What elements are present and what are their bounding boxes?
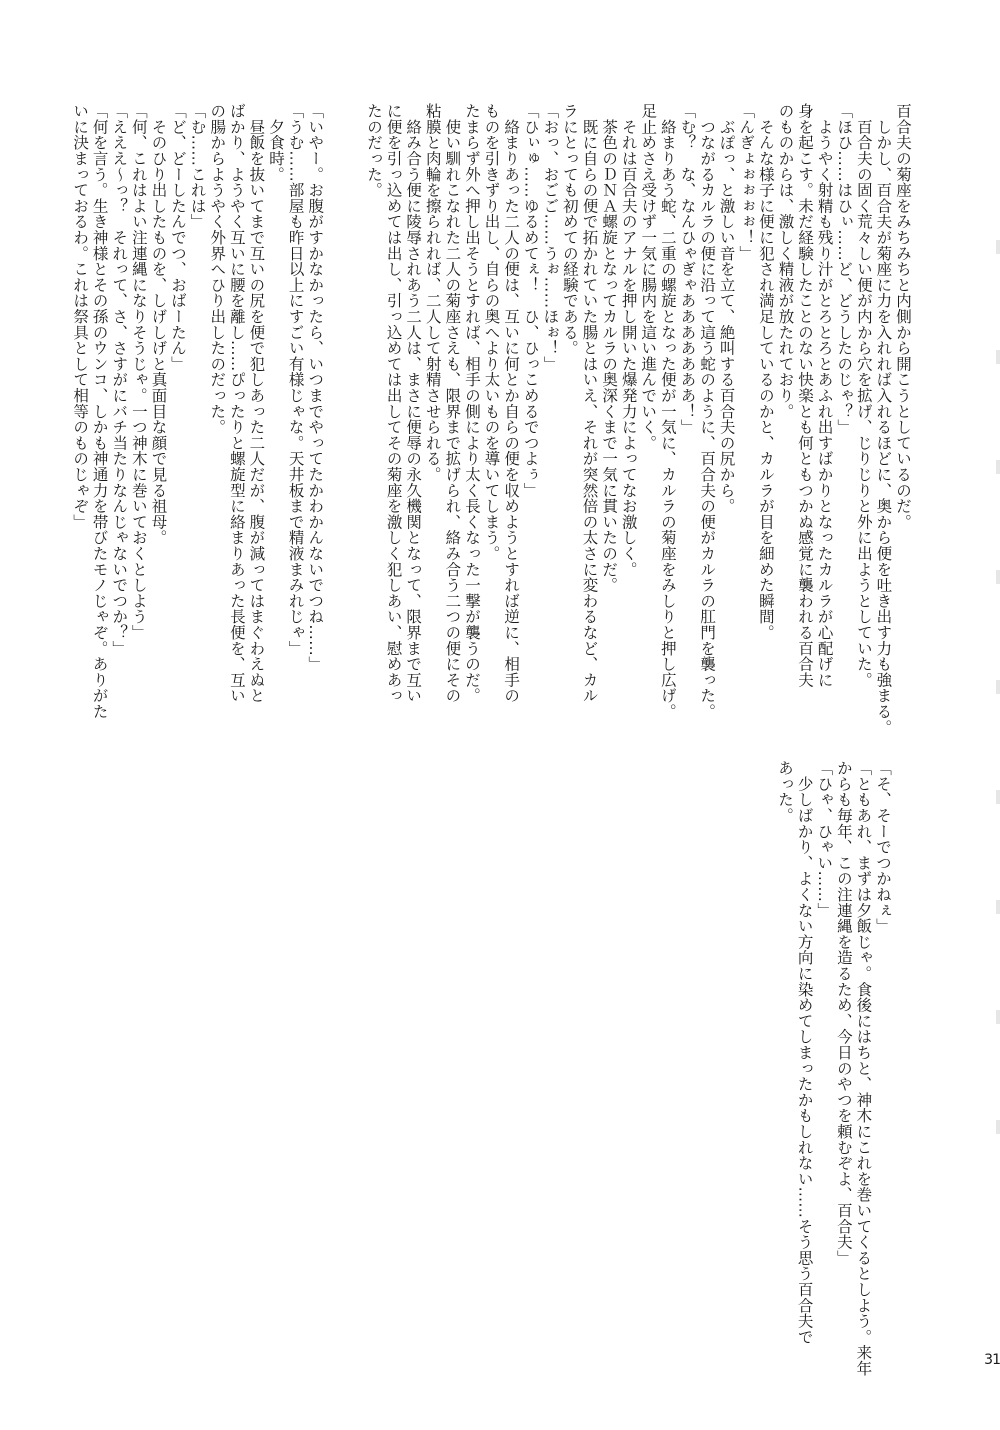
text-line: 「そ、そーでつかねぇ」 [874, 760, 892, 934]
page-number: 31 [984, 1352, 1000, 1368]
text-line: ばかり、ようやく互いに腰を離し……ぴったりと螺旋型に絡まりあった長便を、互い [227, 103, 246, 704]
text-line: そのひり出したものを、しげしげと真面目な顔で見る祖母。 [149, 103, 168, 546]
main-text-block [69, 103, 912, 743]
text-line: 「何を言う。生き神様とその孫のウンコ、しかも神通力を帯びたモノじゃぞ。ありがた [90, 103, 109, 720]
text-line: 既に自らの便で拓かれていた腸とはいえ、それが突然倍の太さに変わるなど、カル [580, 103, 599, 704]
text-line: ものを引きずり出し、自らの奥へより太いものを導いてしまう。 [482, 103, 501, 562]
text-line: 「ひぃゅ……ゆるめてぇ！ ひ、ひっこめるでつよぅ」 [521, 103, 540, 498]
text-line: 昼飯を抜いてまで互いの尻を便で犯しあった二人だが、腹が減ってはまぐわえぬと [247, 103, 266, 704]
text-line: 使い馴れこなれた二人の菊座さえも、限界まで拡げられ、絡み合う二つの便にその [443, 103, 462, 704]
text-line: からも毎年、この注連縄を造るため、今日のやつを頼むぞよ、百合夫」 [834, 760, 853, 1266]
text-line: いに決まっておるわ。これは祭具として相等のものじゃぞ」 [71, 103, 90, 530]
text-line: 少しばかり、よくない方向に染めてしまったかもしれない……そう思う百合夫で [795, 760, 814, 1345]
closing-text-block [774, 760, 892, 1410]
text-line: 絡まりあう蛇、二重の螺旋となった便が一気に、カルラの菊座をみしりと押し広げ。 [658, 103, 677, 720]
text-line: 身を起こす。未だ経験したことのない快楽とも何ともつかぬ感覚に襲われる百合夫 [796, 103, 815, 688]
text-line: 「うむ……部屋も昨日以上にすごい有様じゃな。天井板まで精液まみれじゃ」 [286, 103, 305, 656]
text-line: の腸からようやく外界へひり出したのだった。 [208, 103, 227, 435]
text-line: 「ともあれ、まずは夕飯じゃ。食後にはちと、神木にこれを巻いてくるとしよう。来年 [854, 760, 873, 1377]
text-line: 夕食時。 [267, 103, 285, 182]
text-line: ラにとっても初めての経験である。 [560, 103, 579, 356]
text-line: 「ほひ……はひぃ……ど、どうしたのじゃ？」 [835, 103, 854, 435]
text-line [344, 103, 364, 743]
text-line: 「いやー。お腹がすかなかったら、いつまでやってたかわかんないでつね……」 [306, 103, 325, 672]
text-line: 「ど、どーしたんでつ、おばーたん」 [169, 103, 188, 372]
text-line: 「んぎょぉぉぉぉ！」 [737, 103, 756, 261]
text-line: 「おっ、おごご……うぉ……ほぉ！」 [541, 103, 560, 372]
text-line: 絡まりあった二人の便は、互いに何とか自らの便を収めようとすれば逆に、相手の [502, 103, 521, 704]
text-line: 粘膜と肉輪を擦られれば、二人して射精させられる。 [423, 103, 442, 483]
scan-edge-marks [994, 0, 1000, 1430]
text-line: 「む？ な、なんひゃぎゃあああああああ！」 [678, 103, 697, 435]
text-line: ようやく射精も残り汁がとろとろとあふれ出すばかりとなったカルラが心配げに [815, 103, 834, 688]
text-line: 「何、これはよい注連縄になりそうじゃ。一つ神木に巻いておくとしよう」 [129, 103, 148, 641]
text-line: 「む……これは」 [188, 103, 207, 230]
text-line: そんな様子に便に犯され満足しているのかと、カルラが目を細めた瞬間。 [756, 103, 775, 641]
text-line: 「ひゃ、ひゃい……」 [815, 760, 834, 918]
text-line: 足止めさえ受けず一気に腸内を這い進んでいく。 [639, 103, 658, 451]
text-line: 茶色のＤＮＡ螺旋となってカルラの奥深くまで一気に貫いたのだ。 [600, 103, 619, 593]
text-line: に便を引っ込めては出し、引っ込めては出してその菊座を激しく犯しあい、慰めあっ [384, 103, 403, 704]
text-line: つながるカルラの便に沿って這う蛇のように、百合夫の便がカルラの肛門を襲った。 [698, 103, 717, 720]
text-line [324, 103, 344, 743]
text-line: あった。 [776, 760, 795, 824]
text-line: のものからは、激しく精液が放たれており。 [776, 103, 795, 419]
text-line: 「えええ～っ？ それって、さ、さすがにバチ当たりなんじゃないでつか？」 [110, 103, 129, 656]
text-line: それは百合夫のアナルを押し開いた爆発力によってなお激しく。 [619, 103, 638, 577]
text-line: 百合夫の菊座をみちみちと内側から開こうとしているのだ。 [894, 103, 912, 530]
text-line: しかし、百合夫が菊座に力を入れれば入れるほどに、奥から便を吐き出す力も強まる。 [874, 103, 893, 735]
text-line: たまらず外へ押し出そうとすれば、相手の側により太く長くなった一撃が襲うのだ。 [462, 103, 481, 704]
text-line: ぶぽっ、と激しい音を立て、絶叫する百合夫の尻から。 [717, 103, 736, 514]
text-line: 百合夫の固く荒々しい便が内から穴を拡げ、じりじりと外に出ようとしていた。 [854, 103, 873, 688]
text-line: たのだった。 [364, 103, 383, 198]
text-line: 絡み合う便に陵辱されあう二人は、まさに便辱の永久機関となって、限界まで互い [404, 103, 423, 704]
